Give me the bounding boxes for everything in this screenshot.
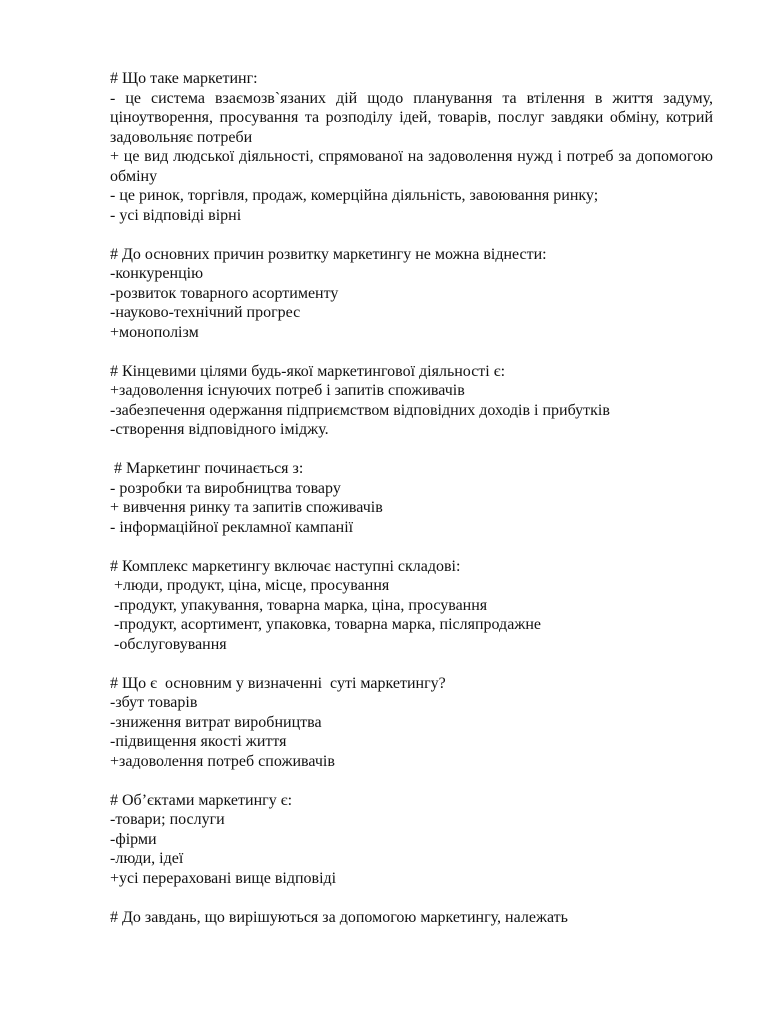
answer-option: -збут товарів (110, 694, 198, 711)
question-4 (110, 459, 713, 537)
answer-option: -фірми (110, 830, 157, 848)
answer-option: -товари; послуги (110, 811, 225, 828)
question-heading: # Що таке маркетинг: (110, 70, 258, 87)
answer-option: -продукт, асортимент, упаковка, товарна марка, післяпродажне (110, 616, 542, 633)
question-heading: # Об’єктами маркетингу є: (110, 791, 293, 809)
answer-option: -зниження витрат виробництва (110, 713, 322, 731)
answer-option: -конкуренцію (110, 265, 204, 282)
answer-option: - це система взаємозв`язаних дій щодо планування та втілення в життя задуму, ціноутворення, просування та розподілу ідей, товарів, послуг завдяки обміну, котрий задовольняє потреби (110, 89, 713, 146)
answer-option: - розробки та виробництва товару (110, 479, 341, 497)
answer-option: +задоволення існуючих потреб і запитів споживачів (110, 382, 465, 399)
question-heading: # Що є основним у визначенні суті маркетингу? (110, 674, 446, 692)
question-1 (110, 69, 713, 225)
answer-option: +задоволення потреб споживачів (110, 752, 335, 770)
answer-option: -обслуговування (110, 635, 227, 653)
answer-option: +люди, продукт, ціна, місце, просування (110, 577, 390, 594)
answer-option: - це ринок, торгівля, продаж, комерційна діяльність, завоювання ринку; (110, 187, 599, 204)
quiz-text (110, 69, 713, 947)
answer-option: -створення відповідного іміджу. (110, 421, 329, 438)
answer-option: -люди, ідеї (110, 850, 184, 867)
question-heading: # До основних причин розвитку маркетингу не можна віднести: (110, 245, 547, 263)
question-heading: # Кінцевими цілями будь-якої маркетингової діяльності є: (110, 362, 506, 380)
answer-option: - інформаційної рекламної кампанії (110, 518, 354, 536)
answer-option: -забезпечення одержання підприємством відповідних доходів і прибутків (110, 401, 610, 419)
answer-option: - усі відповіді вірні (110, 206, 242, 224)
answer-option: + це вид людської діяльності, спрямованої на задоволення нужд і потреб за допомогою обміну (110, 148, 713, 185)
question-7 (110, 791, 713, 889)
question-2 (110, 245, 713, 343)
answer-option: +усі перераховані вище відповіді (110, 869, 337, 887)
answer-option: +монополізм (110, 323, 199, 341)
answer-option: -продукт, упакування, товарна марка, ціна, просування (110, 596, 488, 614)
question-heading: # Комплекс маркетингу включає наступні складові: (110, 557, 461, 575)
answer-option: + вивчення ринку та запитів споживачів (110, 499, 383, 516)
question-heading: # Маркетинг починається з: (110, 460, 304, 477)
answer-option: -розвиток товарного асортименту (110, 284, 339, 302)
question-8 (110, 908, 713, 928)
answer-option: -підвищення якості життя (110, 733, 287, 750)
question-heading: # До завдань, що вирішуються за допомогою маркетингу, належать (110, 908, 568, 926)
question-3 (110, 362, 713, 440)
question-5 (110, 557, 713, 655)
question-6 (110, 674, 713, 772)
answer-option: -науково-технічний прогрес (110, 304, 301, 321)
